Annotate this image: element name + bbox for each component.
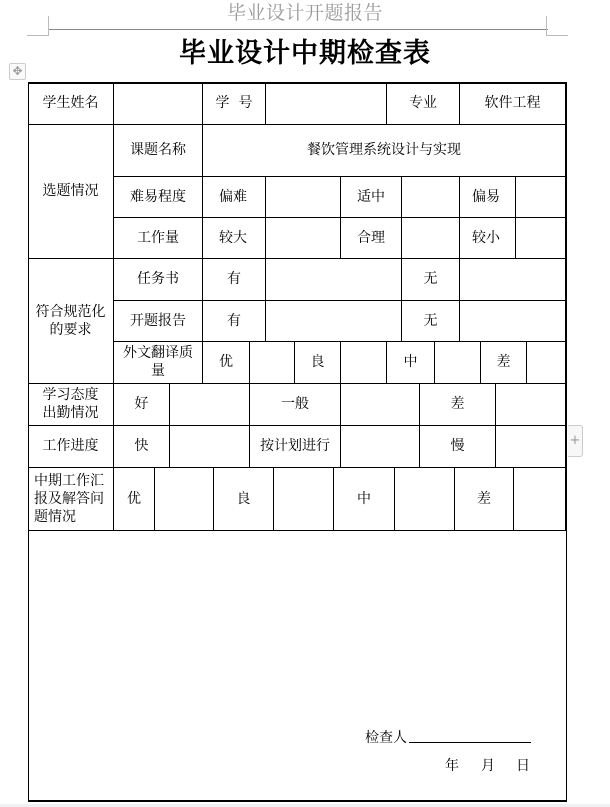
student-name-label: 学生姓名 xyxy=(28,82,114,125)
date-year-label: 年 xyxy=(445,758,459,774)
attitude-option-poor: 差 xyxy=(420,383,496,426)
attitude-label: 学习态度出勤情况 xyxy=(28,383,114,426)
difficulty-easy-check[interactable] xyxy=(516,176,566,218)
proposal-no-label: 无 xyxy=(402,300,460,342)
difficulty-option-easy: 偏易 xyxy=(460,176,516,218)
crop-mark xyxy=(546,35,568,36)
progress-option-fast: 快 xyxy=(114,425,170,468)
proposal-yes-check[interactable] xyxy=(266,300,402,342)
report-option-good: 良 xyxy=(214,467,274,531)
difficulty-option-moderate: 适中 xyxy=(341,176,402,218)
major-value[interactable]: 软件工程 xyxy=(460,82,566,125)
translation-fair-check[interactable] xyxy=(435,341,481,384)
difficulty-moderate-check[interactable] xyxy=(402,176,460,218)
report-good-check[interactable] xyxy=(274,467,334,531)
workload-reasonable-check[interactable] xyxy=(402,217,460,259)
date-day-label: 日 xyxy=(516,758,530,774)
date-month-label: 月 xyxy=(481,758,495,774)
crop-mark xyxy=(546,16,547,36)
student-id-label: 学 号 xyxy=(203,82,266,125)
progress-option-on-schedule: 按计划进行 xyxy=(250,425,341,468)
attitude-option-good: 好 xyxy=(114,383,170,426)
task-book-label: 任务书 xyxy=(114,258,203,301)
task-book-yes-check[interactable] xyxy=(266,258,402,301)
translation-good-check[interactable] xyxy=(341,341,387,384)
progress-on-schedule-check[interactable] xyxy=(341,425,420,468)
proposal-label: 开题报告 xyxy=(114,300,203,342)
translation-option-good: 良 xyxy=(295,341,341,384)
inspector-label: 检查人 xyxy=(365,730,407,746)
running-header: 毕业设计开题报告 xyxy=(226,2,383,24)
topic-title-label: 课题名称 xyxy=(114,124,203,177)
workload-small-check[interactable] xyxy=(516,217,566,259)
task-book-no-check[interactable] xyxy=(460,258,566,301)
workload-large-check[interactable] xyxy=(266,217,341,259)
report-option-excellent: 优 xyxy=(114,467,155,531)
report-label: 中期工作汇报及解答问题情况 xyxy=(28,467,114,531)
report-excellent-check[interactable] xyxy=(155,467,214,531)
header-rule xyxy=(48,29,548,30)
attitude-good-check[interactable] xyxy=(170,383,250,426)
translation-option-fair: 中 xyxy=(387,341,435,384)
progress-label: 工作进度 xyxy=(28,425,114,468)
attitude-option-average: 一般 xyxy=(250,383,341,426)
proposal-yes-label: 有 xyxy=(203,300,266,342)
task-book-no-label: 无 xyxy=(402,258,460,301)
translation-poor-check[interactable] xyxy=(527,341,566,384)
topic-section-label: 选题情况 xyxy=(28,124,114,259)
report-option-poor: 差 xyxy=(455,467,514,531)
translation-excellent-check[interactable] xyxy=(250,341,295,384)
table-move-handle-icon[interactable]: ✥ xyxy=(9,63,26,80)
topic-title-value[interactable]: 餐饮管理系统设计与实现 xyxy=(203,124,566,177)
document-title: 毕业设计中期检查表 xyxy=(179,38,431,69)
task-book-yes-label: 有 xyxy=(203,258,266,301)
progress-option-slow: 慢 xyxy=(420,425,496,468)
report-fair-check[interactable] xyxy=(395,467,455,531)
progress-fast-check[interactable] xyxy=(170,425,250,468)
workload-option-reasonable: 合理 xyxy=(341,217,402,259)
difficulty-label: 难易程度 xyxy=(114,176,203,218)
workload-option-small: 较小 xyxy=(460,217,516,259)
difficulty-option-hard: 偏难 xyxy=(203,176,266,218)
crop-mark xyxy=(48,16,49,36)
student-id-field[interactable] xyxy=(266,82,387,125)
student-name-field[interactable] xyxy=(114,82,203,125)
report-option-fair: 中 xyxy=(334,467,395,531)
report-poor-check[interactable] xyxy=(514,467,566,531)
progress-slow-check[interactable] xyxy=(496,425,566,468)
compliance-section-label: 符合规范化的要求 xyxy=(28,258,114,384)
proposal-no-check[interactable] xyxy=(460,300,566,342)
workload-option-large: 较大 xyxy=(203,217,266,259)
difficulty-hard-check[interactable] xyxy=(266,176,341,218)
inspector-signature-line[interactable] xyxy=(409,742,531,743)
attitude-average-check[interactable] xyxy=(341,383,420,426)
add-row-button[interactable]: + xyxy=(568,425,583,457)
major-label: 专业 xyxy=(387,82,460,125)
attitude-poor-check[interactable] xyxy=(496,383,566,426)
crop-mark xyxy=(27,35,49,36)
translation-option-poor: 差 xyxy=(481,341,527,384)
workload-label: 工作量 xyxy=(114,217,203,259)
translation-label: 外文翻译质量 xyxy=(114,341,203,384)
translation-option-excellent: 优 xyxy=(203,341,250,384)
